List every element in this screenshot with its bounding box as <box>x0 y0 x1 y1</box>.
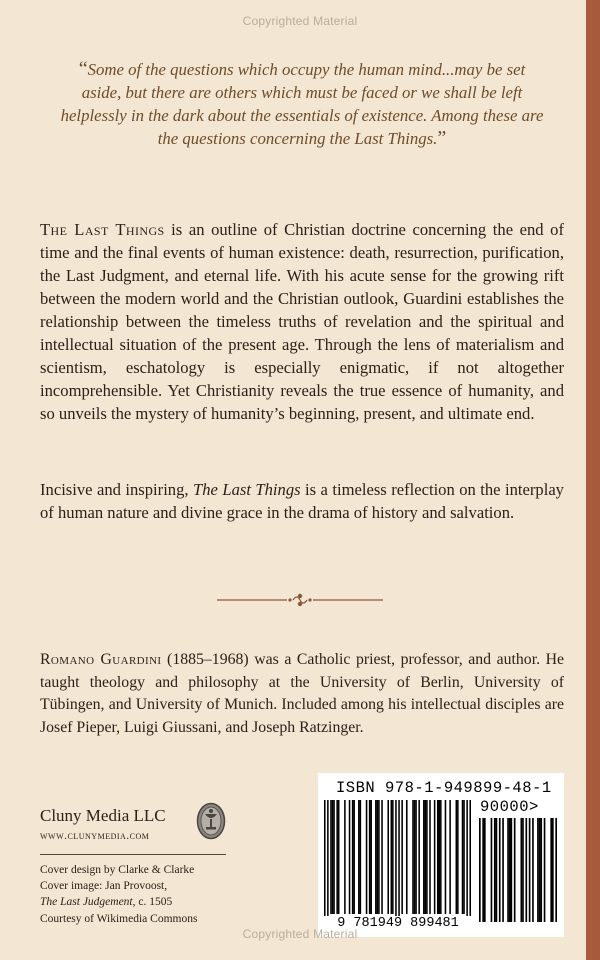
isbn-label: ISBN 978-1-949899-48-1 <box>336 779 552 797</box>
credit-image-title-line <box>40 894 197 910</box>
barcode-bar <box>499 818 501 922</box>
barcode-bar <box>494 818 496 922</box>
barcode-bar <box>496 818 498 922</box>
barcode-bar <box>555 818 557 922</box>
barcode-bar <box>381 800 383 914</box>
price-code: 90000> <box>480 798 539 816</box>
barcode-bar <box>391 800 393 914</box>
barcode-bar <box>398 800 400 922</box>
description-paragraph-1 <box>40 218 564 425</box>
barcode-bar <box>415 800 417 914</box>
barcode-bar <box>520 818 522 922</box>
barcode-bar <box>463 800 465 914</box>
book-title-italic: The Last Things <box>193 480 301 499</box>
barcode-bar <box>414 800 416 914</box>
barcode-bar <box>457 800 459 914</box>
credit-image-year: , c. 1505 <box>132 896 173 909</box>
barcode-bar <box>418 800 420 914</box>
publisher-name: Cluny Media LLC <box>40 806 166 825</box>
barcode-bar <box>425 800 427 914</box>
barcode-bar <box>509 818 511 922</box>
barcode-bar <box>327 800 329 922</box>
ornament-divider <box>215 590 385 610</box>
quote-text: Some of the questions which occupy the human mind...may be set aside, but there are others which must be faced or we shall be left helplessly in the dark about the essentials of existence. Among these are the questions concerning the Last Things. <box>60 60 544 148</box>
barcode-bar <box>336 800 338 914</box>
barcode-bar <box>522 818 524 922</box>
quote-open-mark: “ <box>78 58 88 80</box>
barcode-bar <box>544 818 546 922</box>
barcode-bar <box>525 818 527 922</box>
barcode-bar <box>401 800 403 914</box>
barcode-bar <box>333 800 335 914</box>
addon-barcode <box>479 818 557 922</box>
spine-edge <box>586 0 600 960</box>
barcode-bar <box>349 800 351 914</box>
description-text-2a: Incisive and inspiring, <box>40 480 193 499</box>
barcode-bar <box>479 818 481 922</box>
barcode-bar <box>491 818 493 922</box>
barcode-bar <box>445 800 447 914</box>
barcode-bar <box>456 800 458 914</box>
barcode-bar <box>434 800 436 914</box>
barcode-bar <box>366 800 368 914</box>
barcode-bar <box>332 800 334 914</box>
barcode-bar <box>412 800 414 914</box>
publisher-rule <box>40 854 226 855</box>
barcode-bar <box>423 800 425 914</box>
barcode-bar <box>439 800 441 914</box>
pull-quote <box>58 58 546 150</box>
barcode-bar <box>338 800 340 914</box>
barcode-bar <box>360 800 362 914</box>
description-text-1: is an outline of Christian doctrine concerning the end of time and the final events of human existence: death, resurrection, purification, the Last Judgment, and eternal life. With his acute sense for the growing rift between the modern world and the Christian outlook, Guardini establishes the relationship between the timeless truths of revelation and the spiritual and intellectual situation of the present age. Through the lens of materialism and scientism, eschatology is especially enigmatic, if not altogether incomprehensible. Yet Christianity reveals the true essence of humanity, and so unveils the mystery of humanity’s beginning, present, and ultimate end. <box>40 220 564 423</box>
description-paragraph-2 <box>40 478 564 524</box>
publisher-url: www.clunymedia.com <box>40 830 150 842</box>
barcode-bar <box>437 800 439 914</box>
barcode-bar <box>378 800 380 914</box>
author-bio-text: (1885–1968) was a Catholic priest, professor, and author. He taught theology and philosophy at the University of Berlin, University of Tübingen, and University of Munich. Included among his intellectual disciples are Josef Pieper, Luigi Giussani, and Joseph Ratzinger. <box>40 651 564 736</box>
barcode-bar <box>511 818 513 922</box>
ean-barcode <box>324 800 471 922</box>
barcode-bar <box>387 800 389 914</box>
credit-design: Cover design by Clarke & Clarke <box>40 864 195 876</box>
barcode-bar <box>344 800 346 914</box>
author-bio <box>40 649 564 739</box>
barcode-bar <box>537 818 539 922</box>
barcode-bar <box>370 800 372 914</box>
barcode-bar <box>540 818 542 922</box>
barcode-bar <box>514 818 516 922</box>
quote-close-mark: ” <box>437 127 447 149</box>
barcode-bar <box>449 800 451 914</box>
barcode-bar <box>550 818 552 922</box>
description-text-2b: is a timeless reflection on the interplay of human nature and divine grace in the drama of history and salvation. <box>40 480 564 522</box>
barcode-bar <box>466 800 468 922</box>
barcode-bar <box>507 818 509 922</box>
barcode-bar <box>462 800 464 914</box>
publisher-logo-icon <box>196 802 226 840</box>
barcode-bar <box>552 818 554 922</box>
barcode-bar <box>502 818 504 922</box>
barcode-bar <box>532 818 534 922</box>
barcode-bar <box>392 800 394 914</box>
barcode-bar <box>375 800 377 914</box>
barcode-bar <box>426 800 428 914</box>
credit-image-title: The Last Judgement <box>40 896 133 909</box>
author-name: Romano Guardini <box>40 651 162 668</box>
barcode-bar <box>358 800 360 914</box>
barcode-bar <box>369 800 371 914</box>
credit-courtesy: Courtesy of Wikimedia Commons <box>40 912 198 925</box>
barcode-bar <box>330 800 332 914</box>
barcode-bar <box>469 800 471 922</box>
credit-image: Cover image: Jan Provoost, <box>40 880 168 893</box>
barcode-bar <box>482 818 484 922</box>
barcode-bar <box>324 800 326 922</box>
barcode-bar <box>484 818 486 922</box>
barcode-bar <box>377 800 379 914</box>
barcode-bar <box>429 800 431 914</box>
barcode-bar <box>440 800 442 914</box>
watermark-bottom: Copyrighted Material <box>242 927 358 941</box>
barcode-bar <box>529 818 531 922</box>
barcode-bar <box>352 800 354 914</box>
watermark-top: Copyrighted Material <box>242 14 358 28</box>
barcode-bar <box>406 800 408 914</box>
book-title-smallcaps: The Last Things <box>40 220 165 239</box>
ean-digits: 9 781949 899481 <box>318 916 478 931</box>
barcode-bar <box>395 800 397 922</box>
cover-credits <box>40 862 197 927</box>
barcode-bar <box>539 818 541 922</box>
barcode-bar <box>353 800 355 914</box>
